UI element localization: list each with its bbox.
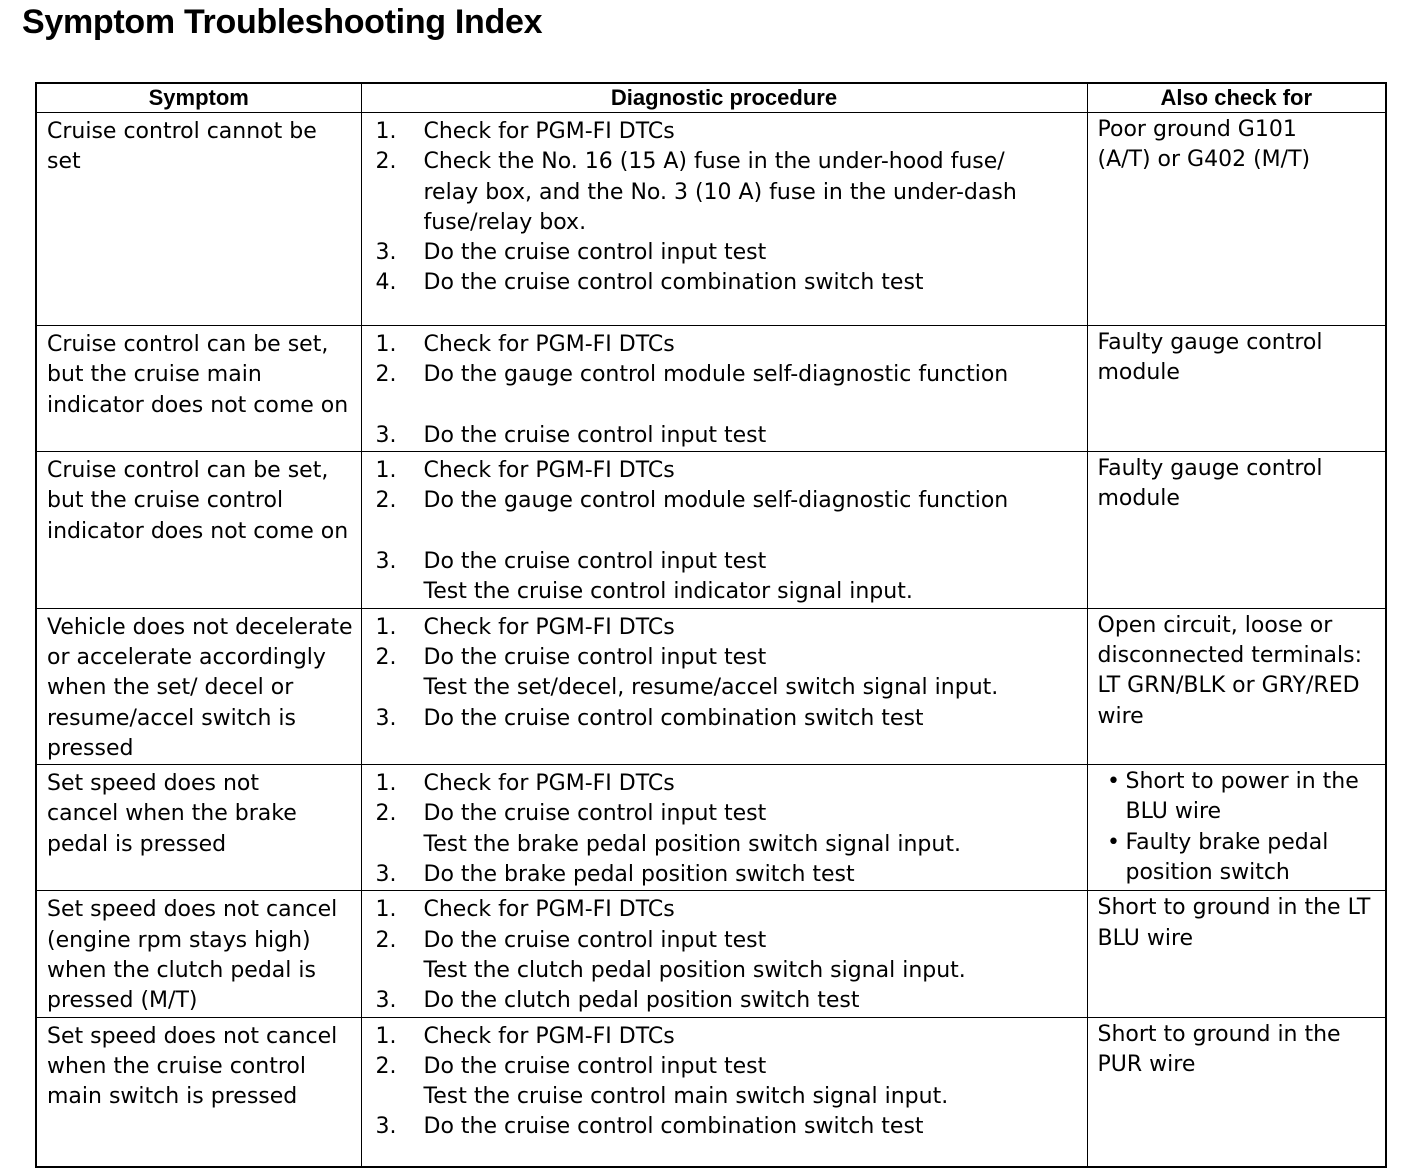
step-number: 1. — [375, 119, 397, 144]
also-check-cell: Poor ground G101 (A/T) or G402 (M/T) — [1087, 113, 1386, 326]
step-subtext: Test the brake pedal position switch signal input. — [423, 831, 961, 857]
step-text: Do the gauge control module self-diagnostic function — [423, 362, 1009, 388]
procedure-step — [376, 238, 1081, 268]
step-text: Do the cruise control input test — [423, 549, 767, 575]
procedure-step — [376, 643, 1081, 673]
procedure-cell — [361, 765, 1087, 891]
bullet-icon: • — [1107, 769, 1120, 795]
bullet-text: Short to power in the BLU wire — [1125, 769, 1359, 825]
symptom-cell: Vehicle does not decelerate or accelerate accordingly when the set/ decel or resume/accel switch is pressed — [36, 608, 361, 764]
spacer — [376, 517, 1081, 547]
procedure-step — [376, 330, 1081, 360]
procedure-step — [376, 360, 1081, 390]
step-number: 3. — [375, 422, 397, 448]
step-text: Do the cruise control input test — [423, 422, 767, 448]
step-text: Do the cruise control combination switch test — [423, 705, 924, 731]
step-text: Check for PGM-FI DTCs — [423, 332, 675, 357]
step-text: Check for PGM-FI DTCs — [423, 458, 675, 484]
troubleshooting-table — [35, 82, 1387, 1168]
step-number: 2. — [375, 488, 397, 514]
step-subtext: Test the cruise control main switch signal input. — [423, 1084, 949, 1110]
header-procedure: Diagnostic procedure — [361, 83, 1087, 113]
step-number: 3. — [375, 862, 397, 888]
step-number: 3. — [375, 549, 397, 575]
step-number: 2. — [375, 362, 397, 388]
procedure-cell — [361, 452, 1087, 608]
step-subtext: Test the set/decel, resume/accel switch signal input. — [423, 675, 999, 701]
step-number: 3. — [375, 1114, 397, 1140]
step-number: 2. — [375, 149, 397, 175]
step-subtext: Test the cruise control indicator signal input. — [423, 579, 913, 605]
step-number: 3. — [375, 705, 397, 731]
step-number: 2. — [375, 1053, 397, 1079]
table-row — [36, 765, 1386, 891]
step-text: Do the cruise control combination switch test — [423, 270, 924, 296]
procedure-step — [376, 486, 1081, 516]
table-row — [36, 326, 1386, 452]
procedure-step — [376, 456, 1081, 486]
table-row — [36, 1017, 1386, 1167]
procedure-step — [376, 421, 1081, 451]
procedure-step — [376, 1022, 1081, 1052]
also-check-cell: Faulty gauge control module — [1087, 326, 1386, 452]
step-number: 1. — [375, 614, 397, 640]
table-row — [36, 113, 1386, 326]
procedure-cell — [361, 608, 1087, 764]
also-check-cell: Open circuit, loose or disconnected terminals: LT GRN/BLK or GRY/RED wire — [1087, 608, 1386, 764]
step-text: Check for PGM-FI DTCs — [423, 614, 675, 640]
step-text: Do the cruise control input test — [423, 927, 767, 953]
procedure-step — [376, 769, 1081, 799]
procedure-step — [376, 268, 1081, 298]
header-row — [36, 83, 1386, 113]
step-text: Check for PGM-FI DTCs — [423, 1023, 675, 1049]
step-number: 2. — [375, 927, 397, 953]
also-check-cell: Short to ground in the LT BLU wire — [1087, 891, 1386, 1017]
header-symptom: Symptom — [36, 83, 361, 113]
step-number: 1. — [375, 1023, 397, 1049]
symptom-cell: Set speed does not cancel when the cruise control main switch is pressed — [36, 1017, 361, 1167]
procedure-step — [376, 1052, 1081, 1082]
bullet-icon: • — [1107, 829, 1120, 855]
procedure-cell — [361, 326, 1087, 452]
symptom-cell: Cruise control can be set, but the cruise control indicator does not come on — [36, 452, 361, 608]
step-text: Do the cruise control input test — [423, 801, 767, 827]
step-text: Do the clutch pedal position switch test — [423, 988, 860, 1014]
page-title: Symptom Troubleshooting Index — [22, 3, 543, 41]
procedure-step — [376, 799, 1081, 829]
procedure-step — [376, 895, 1081, 925]
step-number: 1. — [375, 897, 397, 923]
procedure-step — [376, 613, 1081, 643]
also-check-cell: Faulty gauge control module — [1087, 452, 1386, 608]
table-row — [36, 891, 1386, 1017]
also-check-cell: Short to ground in the PUR wire — [1087, 1017, 1386, 1167]
step-number: 3. — [375, 988, 397, 1014]
table-row — [36, 452, 1386, 608]
step-text: Do the brake pedal position switch test — [423, 862, 855, 888]
procedure-step — [376, 1112, 1081, 1142]
bullet-text: Faulty brake pedal position switch — [1125, 829, 1329, 886]
also-check-bullet — [1102, 767, 1382, 828]
also-check-cell — [1087, 765, 1386, 891]
step-number: 2. — [375, 801, 397, 827]
step-number: 1. — [375, 771, 397, 797]
procedure-step — [376, 860, 1081, 890]
procedure-cell — [361, 1017, 1087, 1167]
step-subtext: Test the clutch pedal position switch signal input. — [423, 957, 966, 983]
step-text: Do the cruise control input test — [423, 240, 767, 266]
step-text: Do the cruise control combination switch test — [423, 1114, 924, 1140]
step-text: Do the cruise control input test — [423, 1053, 767, 1079]
step-number: 4. — [375, 270, 397, 296]
symptom-cell: Set speed does not cancel (engine rpm stays high) when the clutch pedal is pressed (M/T) — [36, 891, 361, 1017]
procedure-step — [376, 704, 1081, 734]
step-number: 1. — [375, 458, 397, 484]
step-text: Do the cruise control input test — [423, 644, 767, 670]
step-text: Check for PGM-FI DTCs — [423, 771, 675, 797]
step-text: Check the No. 16 (15 A) fuse in the under-hood fuse/ relay box, and the No. 3 (10 A) fuse in the under-dash fuse/relay box. — [423, 149, 1017, 235]
procedure-step — [376, 117, 1081, 147]
header-also-check: Also check for — [1087, 83, 1386, 113]
also-check-bullet — [1102, 828, 1382, 889]
procedure-cell — [361, 113, 1087, 326]
procedure-step — [376, 547, 1081, 577]
step-text: Do the gauge control module self-diagnostic function — [423, 488, 1009, 514]
spacer — [376, 391, 1081, 421]
procedure-step — [376, 986, 1081, 1016]
step-number: 1. — [375, 332, 397, 357]
procedure-cell — [361, 891, 1087, 1017]
symptom-cell: Set speed does not cancel when the brake pedal is pressed — [36, 765, 361, 891]
table-row — [36, 608, 1386, 764]
step-number: 2. — [375, 644, 397, 670]
procedure-step — [376, 926, 1081, 956]
symptom-cell: Cruise control can be set, but the cruise main indicator does not come on — [36, 326, 361, 452]
step-number: 3. — [375, 240, 397, 266]
step-text: Check for PGM-FI DTCs — [423, 897, 675, 923]
step-text: Check for PGM-FI DTCs — [423, 119, 675, 144]
procedure-step — [376, 147, 1081, 238]
symptom-cell: Cruise control cannot be set — [36, 113, 361, 326]
